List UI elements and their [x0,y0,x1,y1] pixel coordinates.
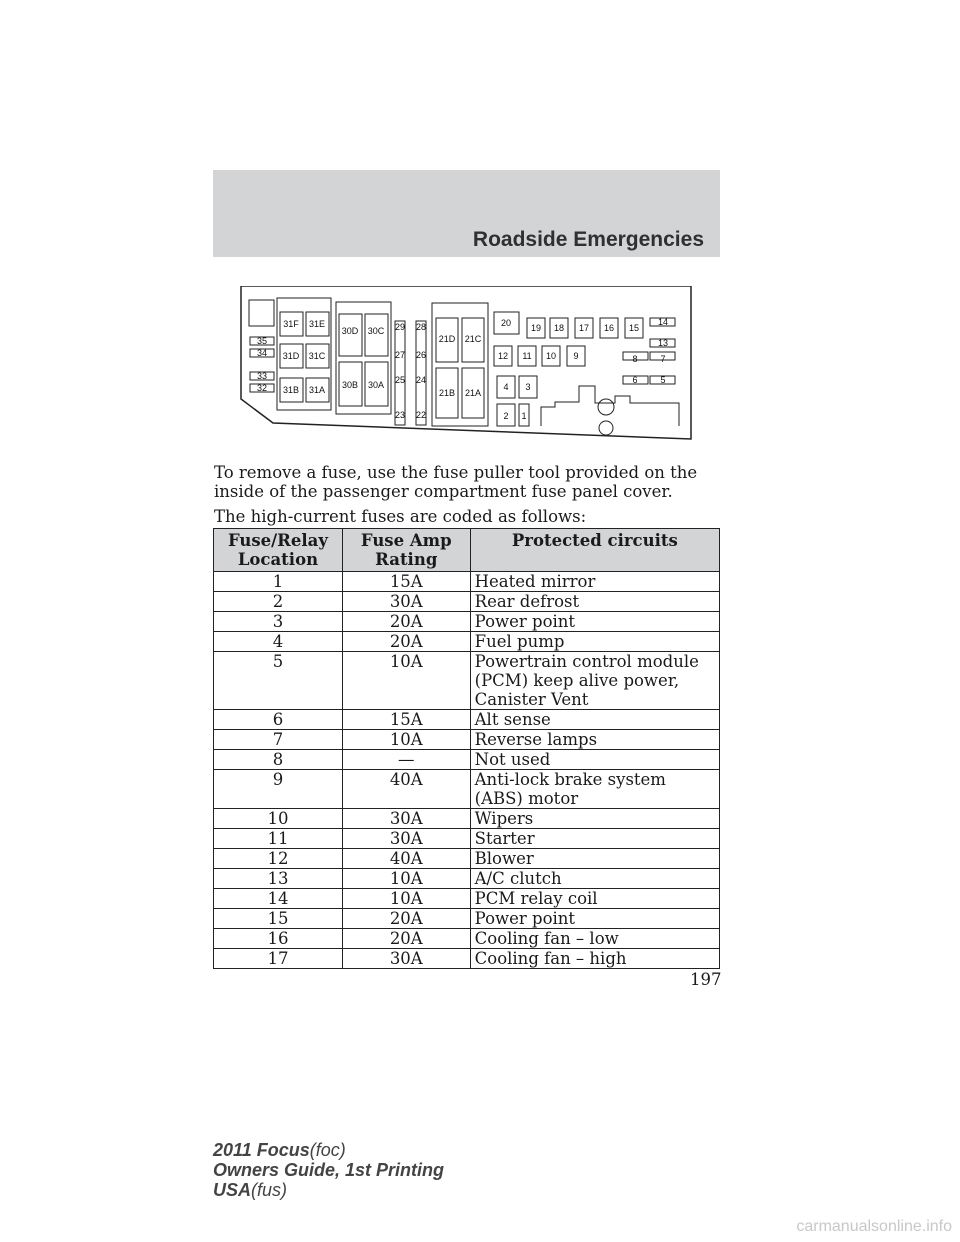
instruction-paragraph: To remove a fuse, use the fuse puller tool provided on the inside of the passenger compartment fuse panel cover. [214,463,698,501]
cell-location: 3 [214,612,343,632]
svg-text:22: 22 [415,410,427,420]
svg-text:29: 29 [394,322,406,332]
cell-circuits: PCM relay coil [470,889,719,909]
cell-circuits: Powertrain control module (PCM) keep alive power, Canister Vent [470,652,719,710]
svg-text:4: 4 [503,382,509,392]
watermark: carmanualsonline.info [796,1218,952,1235]
table-row [214,809,720,829]
footer-model: 2011 Focus [213,1140,310,1160]
svg-text:19: 19 [530,323,542,333]
table-row [214,949,720,969]
cell-location: 10 [214,809,343,829]
svg-text:5: 5 [660,375,666,385]
svg-text:1: 1 [521,411,527,421]
svg-text:10: 10 [545,351,557,361]
svg-text:27: 27 [394,350,406,360]
svg-text:11: 11 [522,351,532,361]
coding-intro: The high-current fuses are coded as follows: [214,507,587,526]
svg-text:31D: 31D [282,351,300,361]
svg-text:9: 9 [573,351,579,361]
cell-circuits: Starter [470,829,719,849]
table-row [214,869,720,889]
cell-rating: 15A [342,710,470,730]
cell-circuits: Power point [470,612,719,632]
cell-location: 14 [214,889,343,909]
svg-text:30A: 30A [367,380,385,390]
svg-text:16: 16 [603,323,615,333]
cell-location: 5 [214,652,343,710]
svg-text:3: 3 [525,382,531,392]
svg-text:2: 2 [503,411,509,421]
svg-text:14: 14 [657,317,669,327]
svg-text:28: 28 [415,322,427,332]
cell-location: 7 [214,730,343,750]
cell-circuits: Wipers [470,809,719,829]
col-header-circuits: Protected circuits [470,529,719,572]
cell-rating: 10A [342,730,470,750]
cell-location: 17 [214,949,343,969]
cell-rating: 20A [342,929,470,949]
table-row [214,592,720,612]
cell-rating: 10A [342,652,470,710]
cell-rating: 30A [342,809,470,829]
table-row [214,829,720,849]
col-header-location: Fuse/Relay Location [214,529,343,572]
cell-circuits: A/C clutch [470,869,719,889]
svg-text:35: 35 [256,336,268,346]
svg-text:32: 32 [256,383,268,393]
svg-text:33: 33 [256,371,268,381]
cell-location: 12 [214,849,343,869]
table-row [214,572,720,592]
cell-rating: 20A [342,632,470,652]
svg-text:21B: 21B [438,388,456,398]
table-row [214,730,720,750]
cell-rating: — [342,750,470,770]
cell-location: 1 [214,572,343,592]
cell-location: 4 [214,632,343,652]
table-row [214,889,720,909]
cell-location: 6 [214,710,343,730]
svg-text:23: 23 [394,410,406,420]
cell-circuits: Alt sense [470,710,719,730]
cell-circuits: Heated mirror [470,572,719,592]
cell-circuits: Cooling fan – high [470,949,719,969]
svg-text:31A: 31A [308,385,326,395]
cell-rating: 40A [342,770,470,809]
cell-rating: 40A [342,849,470,869]
cell-location: 9 [214,770,343,809]
cell-location: 8 [214,750,343,770]
table-header-row [214,529,720,572]
cell-circuits: Fuel pump [470,632,719,652]
cell-rating: 15A [342,572,470,592]
footer-guide: Owners Guide, 1st Printing [213,1160,445,1180]
svg-text:18: 18 [553,323,565,333]
svg-text:31B: 31B [282,385,300,395]
svg-text:30D: 30D [341,326,359,336]
cell-circuits: Power point [470,909,719,929]
svg-text:30B: 30B [341,380,359,390]
col-header-rating: Fuse Amp Rating [342,529,470,572]
svg-text:31C: 31C [308,351,326,361]
cell-circuits: Cooling fan – low [470,929,719,949]
cell-location: 13 [214,869,343,889]
cell-rating: 10A [342,869,470,889]
document-footer [213,1140,444,1200]
cell-circuits: Not used [470,750,719,770]
cell-location: 2 [214,592,343,612]
svg-text:8: 8 [632,354,638,364]
svg-text:26: 26 [415,350,427,360]
svg-text:7: 7 [660,354,666,364]
svg-text:30C: 30C [367,326,385,336]
cell-location: 16 [214,929,343,949]
cell-circuits: Rear defrost [470,592,719,612]
svg-text:13: 13 [657,338,669,348]
svg-text:24: 24 [415,375,427,385]
cell-location: 15 [214,909,343,929]
table-row [214,849,720,869]
cell-rating: 20A [342,612,470,632]
svg-text:31E: 31E [308,319,326,329]
fuse-panel-diagram [235,286,695,442]
svg-text:15: 15 [628,323,640,333]
table-row [214,710,720,730]
table-row [214,750,720,770]
svg-text:21D: 21D [438,334,456,344]
table-row [214,612,720,632]
page-number: 197 [690,970,722,989]
table-row [214,632,720,652]
svg-text:31F: 31F [283,319,299,329]
cell-circuits: Reverse lamps [470,730,719,750]
section-header [213,170,720,257]
table-row [214,652,720,710]
footer-model-code: (foc) [309,1140,346,1160]
cell-rating: 20A [342,909,470,929]
svg-text:21A: 21A [464,388,482,398]
svg-text:17: 17 [578,323,590,333]
footer-market: USA [213,1180,252,1200]
cell-rating: 10A [342,889,470,909]
cell-rating: 30A [342,829,470,849]
cell-rating: 30A [342,949,470,969]
svg-text:25: 25 [394,375,406,385]
cell-circuits: Anti-lock brake system (ABS) motor [470,770,719,809]
section-title: Roadside Emergencies [472,228,704,251]
svg-text:34: 34 [256,348,268,358]
cell-rating: 30A [342,592,470,612]
table-row [214,909,720,929]
svg-text:20: 20 [500,318,512,328]
fuse-table [213,528,720,969]
cell-circuits: Blower [470,849,719,869]
cell-location: 11 [214,829,343,849]
table-row [214,770,720,809]
svg-text:12: 12 [497,351,509,361]
footer-market-code: (fus) [251,1180,288,1200]
svg-text:6: 6 [632,375,638,385]
svg-text:21C: 21C [464,334,482,344]
table-row [214,929,720,949]
